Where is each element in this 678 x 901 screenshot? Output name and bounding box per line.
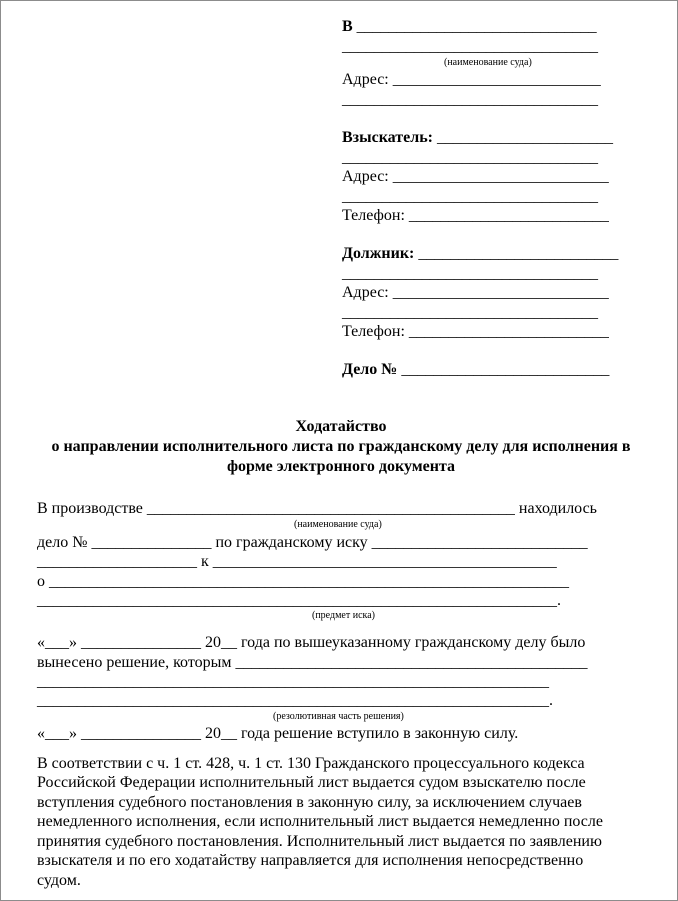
claimant-label: Взыскатель:	[342, 129, 433, 146]
body-line-1: В производстве ______________________________________________ находилось	[37, 500, 597, 517]
debtor-fill: _________________________	[414, 245, 619, 262]
debtor-label: Должник:	[342, 245, 415, 262]
document-subtitle-1: о направлении исполнительного листа по гражданскому делу для исполнения в	[51, 438, 631, 455]
claimant-address: Адрес: ___________________________	[342, 168, 609, 185]
body-line-9: ________________________________________________________________.	[37, 692, 553, 709]
court-caption: (наименование суда)	[444, 57, 532, 68]
court-line-2: ________________________________	[342, 38, 598, 55]
court-line	[342, 18, 597, 36]
case-line	[342, 361, 609, 379]
body-line-10: «___» _______________ 20__ года решение вступило в законную силу.	[37, 725, 519, 742]
law-line: немедленного исполнения, если исполнительный лист выдается немедленно после	[37, 813, 603, 830]
court-address: Адрес: __________________________	[342, 71, 601, 88]
debtor-line	[342, 245, 618, 263]
body-line-7: вынесено решение, которым ____________________________________________	[37, 654, 588, 671]
court-label: В	[342, 18, 353, 35]
claimant-address-2: ________________________________	[342, 188, 598, 205]
document-subtitle-2: форме электронного документа	[226, 458, 456, 475]
body-line-6: «___» _______________ 20__ года по вышеуказанному гражданскому делу было	[37, 634, 586, 651]
law-line: В соответствии с ч. 1 ст. 428, ч. 1 ст. 130 Гражданского процессуального кодекса	[37, 755, 585, 772]
body-line-5: _________________________________________________________________.	[37, 592, 561, 609]
case-label: Дело №	[342, 361, 398, 378]
law-line: принятия судебного постановления. Исполнительный лист выдается по заявлению	[37, 833, 602, 850]
body-line-2: дело № _______________ по гражданскому иску ___________________________	[37, 534, 588, 551]
law-line: судом.	[37, 872, 81, 889]
court-address-2: ________________________________	[342, 91, 598, 108]
body-line-8: ________________________________________________________________	[37, 673, 549, 690]
claimant-line-2: ________________________________	[342, 149, 598, 166]
law-line: Российской Федерации исполнительный лист выдается судом взыскателю после	[37, 774, 586, 791]
debtor-line-2: ________________________________	[342, 265, 598, 282]
body-caption-claim: (предмет иска)	[312, 610, 375, 621]
court-fill: ______________________________	[352, 18, 597, 35]
document-title: Ходатайство	[295, 418, 387, 435]
law-line: вступления судебного постановления в законную силу, за исключением случаев	[37, 794, 582, 811]
body-caption-decision: (резолютивная часть решения)	[273, 711, 404, 722]
claimant-phone: Телефон: _________________________	[342, 207, 609, 224]
body-caption-court: (наименование суда)	[294, 519, 382, 530]
law-line: взыскателя и по его ходатайству направляется для исполнения непосредственно	[37, 852, 584, 869]
case-fill: __________________________	[397, 361, 610, 378]
body-line-3: ____________________ к ___________________________________________	[37, 553, 557, 570]
debtor-address: Адрес: ___________________________	[342, 284, 609, 301]
body-line-4: о _________________________________________________________________	[37, 573, 569, 590]
claimant-line	[342, 129, 613, 147]
claimant-fill: ______________________	[432, 129, 613, 146]
debtor-phone: Телефон: _________________________	[342, 323, 609, 340]
debtor-address-2: ________________________________	[342, 304, 598, 321]
